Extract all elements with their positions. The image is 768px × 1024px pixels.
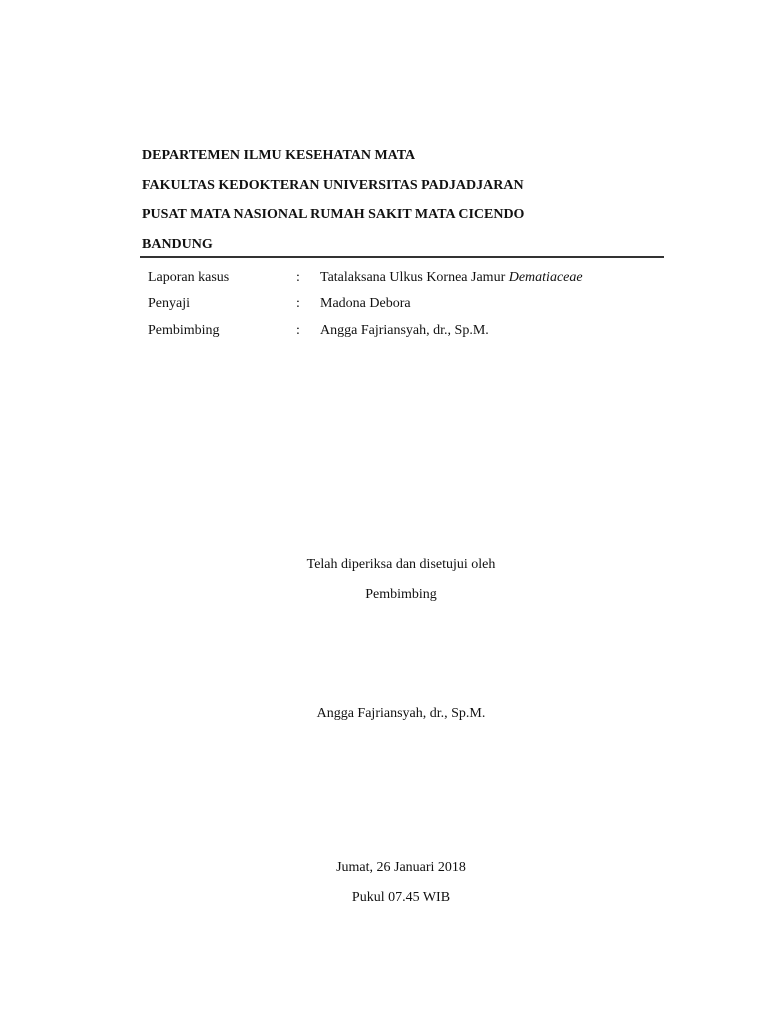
report-title: Tatalaksana Ulkus Kornea Jamur bbox=[320, 270, 506, 285]
department-heading: DEPARTEMEN ILMU KESEHATAN MATA bbox=[142, 148, 416, 163]
approval-role: Pembimbing bbox=[365, 587, 437, 602]
report-value bbox=[320, 269, 583, 287]
city-heading: BANDUNG bbox=[142, 237, 213, 252]
supervisor-label: Pembimbing bbox=[148, 323, 220, 338]
report-title-italic: Dematiaceae bbox=[508, 270, 583, 285]
report-colon: : bbox=[296, 270, 300, 285]
hospital-heading: PUSAT MATA NASIONAL RUMAH SAKIT MATA CICENDO bbox=[142, 207, 525, 222]
presenter-label: Penyaji bbox=[148, 296, 190, 311]
supervisor-value: Angga Fajriansyah, dr., Sp.M. bbox=[320, 323, 489, 338]
presenter-value: Madona Debora bbox=[320, 296, 411, 311]
report-label: Laporan kasus bbox=[148, 270, 230, 285]
schedule-time: Pukul 07.45 WIB bbox=[351, 890, 451, 905]
supervisor-colon: : bbox=[296, 323, 300, 338]
signatory-name: Angga Fajriansyah, dr., Sp.M. bbox=[316, 706, 486, 721]
faculty-heading: FAKULTAS KEDOKTERAN UNIVERSITAS PADJADJARAN bbox=[142, 178, 524, 193]
header-divider bbox=[140, 256, 664, 258]
schedule-date: Jumat, 26 Januari 2018 bbox=[336, 860, 466, 875]
presenter-colon: : bbox=[296, 296, 300, 311]
approval-statement: Telah diperiksa dan disetujui oleh bbox=[306, 557, 496, 572]
